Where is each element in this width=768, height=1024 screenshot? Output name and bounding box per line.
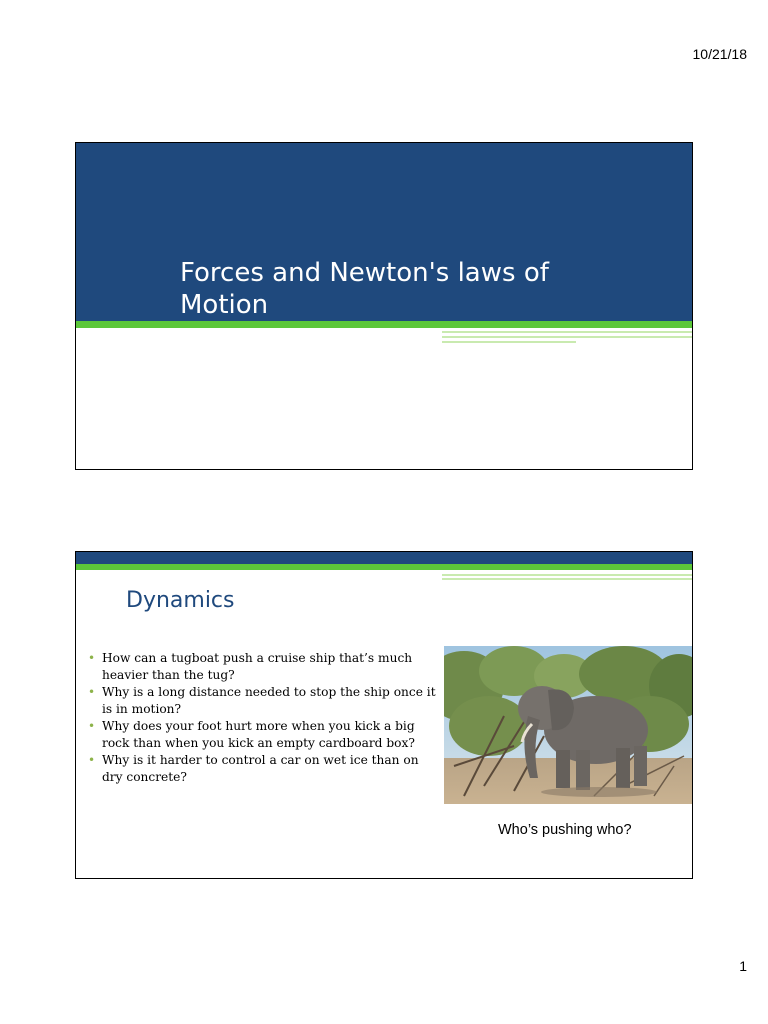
bullet-icon: • bbox=[88, 651, 96, 665]
bullet-icon: • bbox=[88, 685, 96, 699]
page-date: 10/21/18 bbox=[692, 46, 747, 62]
list-item: • How can a tugboat push a cruise ship that’s much heavier than the tug? bbox=[88, 651, 413, 682]
image-caption: Who’s pushing who? bbox=[498, 822, 632, 838]
slide-2 bbox=[75, 551, 693, 879]
list-item: • Why is a long distance needed to stop the ship once it is in motion? bbox=[88, 685, 436, 716]
list-item: • Why is it harder to control a car on wet ice than on dry concrete? bbox=[88, 753, 419, 784]
slide-1 bbox=[75, 142, 693, 470]
green-accent-line bbox=[442, 574, 692, 576]
green-accent-line bbox=[442, 341, 576, 343]
slide-2-title: Dynamics bbox=[126, 588, 235, 613]
elephant-pushing-tree-photo bbox=[444, 646, 692, 804]
bullet-list bbox=[88, 650, 440, 786]
page-number: 1 bbox=[739, 958, 747, 974]
list-item: • Why does your foot hurt more when you kick a big rock than when you kick an empty cardboard box? bbox=[88, 719, 415, 750]
green-accent-bar bbox=[76, 321, 692, 328]
slide-header-bar bbox=[76, 552, 692, 564]
green-accent-line bbox=[442, 331, 692, 333]
bullet-icon: • bbox=[88, 753, 96, 767]
green-accent-line bbox=[442, 336, 692, 338]
green-accent-line bbox=[442, 578, 692, 580]
green-accent-bar bbox=[76, 564, 692, 570]
bullet-icon: • bbox=[88, 719, 96, 733]
slide-1-title: Forces and Newton's laws of Motion bbox=[180, 258, 549, 320]
